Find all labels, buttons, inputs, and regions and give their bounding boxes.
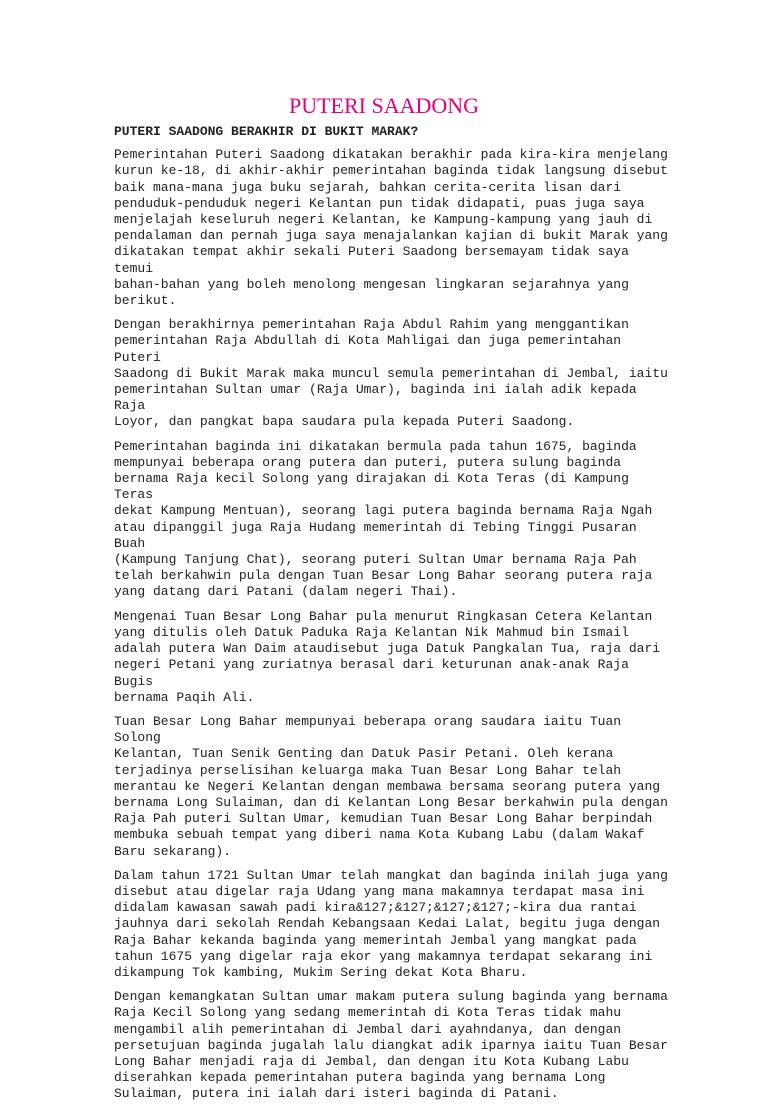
document-title: PUTERI SAADONG <box>288 93 480 118</box>
paragraph-1: Pemerintahan Puteri Saadong dikatakan berakhir pada kira-kira menjelang kurun ke-18, di akhir-akhir pemerintahan baginda tidak langsung disebut baik mana-mana juga buku sejarah, bahkan cerita-cerita lisan dari penduduk-penduduk negeri Kelantan pun tidak didapati, puas juga saya menjelajah keseluruh negeri Kelantan, ke Kampung-kampung yang jauh di pendalaman dan pernah juga saya menajalankan kajian di bukit Marak yang dikatakan tempat akhir sekali Puteri Saadong bersemayam tidak saya temui bahan-bahan yang boleh menolong mengesan lingkaran sejarahnya yang berikut. <box>114 147 668 309</box>
paragraph-6: Dalam tahun 1721 Sultan Umar telah mangkat dan baginda inilah juga yang disebut atau digelar raja Udang yang mana makamnya terdapat masa ini didalam kawasan sawah padi kira&127;&127;&127;&127;-kira dua rantai jauhnya dari sekolah Rendah Kebangsaan Kedai Lalat, begitu juga dengan Raja Bahar kekanda baginda yang memerintah Jembal yang mangkat pada tahun 1675 yang digelar raja ekor yang makamnya terdapat sekarang ini dikampung Tok kambing, Mukim Sering dekat Kota Bharu. <box>114 867 668 980</box>
paragraph-4: Mengenai Tuan Besar Long Bahar pula menurut Ringkasan Cetera Kelantan yang ditulis oleh Datuk Paduka Raja Kelantan Nik Mahmud bin Ismail adalah putera Wan Daim ataudisebut juga Datuk Pangkalan Tua, raja dari negeri Petani yang zuriatnya berasal dari keturunan anak-anak Raja Bugis bernama Paqih Ali. <box>114 608 661 705</box>
document-body <box>114 124 674 1111</box>
paragraph-5: Tuan Besar Long Bahar mempunyai beberapa orang saudara iaitu Tuan Solong Kelantan, Tuan Senik Genting dan Datuk Pasir Petani. Oleh kerana terjadinya perselisihan keluarga maka Tuan Besar Long Bahar telah merantau ke Negeri Kelantan dengan membawa bersama seorang putera yang bernama Long Sulaiman, dan di Kelantan Long Besar berkahwin pula dengan Raja Pah puteri Sultan Umar, kemudian Tuan Besar Long Bahar berpindah membuka sebuah tempat yang diberi nama Kota Kubang Labu (dalam Wakaf Baru sekarang). <box>114 713 668 859</box>
paragraph-7: Dengan kemangkatan Sultan umar makam putera sulung baginda yang bernama Raja Kecil Solong yang sedang memerintah di Kota Teras tidak mahu mengambil alih pemerintahan di Jembal dari ayahndanya, dan dengan persetujuan baginda jugalah lalu diangkat adik iparnya iaitu Tuan Besar Long Bahar menjadi raja di Jembal, dan dengan itu Kota Kubang Labu diserahkan kepada pemerintahan putera baginda yang bernama Long Sulaiman, putera ini ialah dari isteri baginda di Patani. <box>114 989 668 1102</box>
paragraph-3: Pemerintahan baginda ini dikatakan bermula pada tahun 1675, baginda mempunyai beberapa orang putera dan puteri, putera sulung baginda bernama Raja kecil Solong yang dirajakan di Kota Teras (di Kampung Teras dekat Kampung Mentuan), seorang lagi putera baginda bernama Raja Ngah atau dipanggil juga Raja Hudang memerintah di Tebing Tinggi Pusaran Buah (Kampung Tanjung Chat), seorang puteri Sultan Umar bernama Raja Pah telah berkahwin pula dengan Tuan Besar Long Bahar seorang putera raja yang datang dari Patani (dalam negeri Thai). <box>114 438 653 600</box>
document-subtitle: PUTERI SAADONG BERAKHIR DI BUKIT MARAK? <box>114 124 419 139</box>
paragraph-2: Dengan berakhirnya pemerintahan Raja Abdul Rahim yang menggantikan pemerintahan Raja Abdullah di Kota Mahligai dan juga pemerintahan Puteri Saadong di Bukit Marak maka muncul semula pemerintahan di Jembal, iaitu pemerintahan Sultan umar (Raja Umar), baginda ini ialah adik kepada Raja Loyor, dan pangkat bapa saudara pula kepada Puteri Saadong. <box>114 317 668 430</box>
